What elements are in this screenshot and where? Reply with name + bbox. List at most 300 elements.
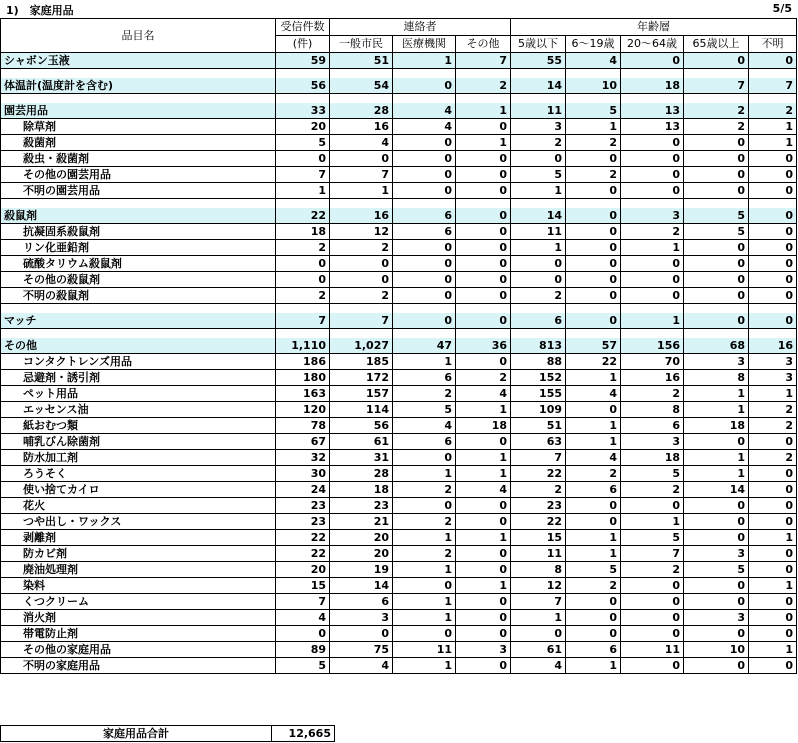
value-cell: 0 [684, 578, 749, 594]
spacer-cell [566, 94, 621, 104]
category-row [1, 338, 797, 354]
col-medical-header: 医療機関 [393, 36, 456, 53]
item-name-cell: 花火 [1, 498, 276, 514]
value-cell: 2 [566, 135, 621, 151]
value-cell: 3 [749, 354, 797, 370]
value-cell: 0 [456, 658, 511, 674]
spacer-cell [566, 329, 621, 339]
value-cell: 5 [566, 562, 621, 578]
value-cell: 1 [566, 370, 621, 386]
value-cell: 0 [566, 514, 621, 530]
value-cell: 0 [393, 151, 456, 167]
value-cell: 1 [749, 642, 797, 658]
page-number: 5/5 [772, 2, 792, 15]
value-cell: 12 [330, 224, 393, 240]
spacer-cell [511, 199, 566, 209]
spacer-cell [456, 199, 511, 209]
spacer-row [1, 69, 797, 79]
value-cell: 4 [511, 658, 566, 674]
value-cell: 1 [511, 610, 566, 626]
value-cell: 4 [566, 53, 621, 69]
value-cell: 18 [456, 418, 511, 434]
value-cell: 0 [456, 514, 511, 530]
value-cell: 0 [456, 119, 511, 135]
value-cell: 5 [276, 658, 330, 674]
value-cell: 0 [566, 313, 621, 329]
value-cell: 0 [749, 288, 797, 304]
value-cell: 109 [511, 402, 566, 418]
value-cell: 4 [566, 450, 621, 466]
item-name-cell: その他 [1, 338, 276, 354]
value-cell: 75 [330, 642, 393, 658]
spacer-cell [621, 94, 684, 104]
value-cell: 186 [276, 354, 330, 370]
value-cell: 61 [511, 642, 566, 658]
total-value: 12,665 [272, 726, 335, 742]
value-cell: 6 [393, 434, 456, 450]
value-cell: 7 [276, 594, 330, 610]
value-cell: 7 [621, 546, 684, 562]
value-cell: 7 [749, 78, 797, 94]
total-row [1, 726, 335, 742]
total-table [0, 725, 335, 742]
value-cell: 7 [684, 78, 749, 94]
header-row-1 [1, 19, 797, 36]
item-name-cell: 帯電防止剤 [1, 626, 276, 642]
subcategory-row [1, 546, 797, 562]
value-cell: 5 [684, 224, 749, 240]
value-cell: 18 [621, 78, 684, 94]
value-cell: 0 [684, 256, 749, 272]
value-cell: 57 [566, 338, 621, 354]
value-cell: 2 [456, 370, 511, 386]
value-cell: 0 [456, 208, 511, 224]
value-cell: 0 [566, 498, 621, 514]
subcategory-row [1, 119, 797, 135]
value-cell: 0 [749, 562, 797, 578]
value-cell: 157 [330, 386, 393, 402]
value-cell: 6 [393, 224, 456, 240]
value-cell: 2 [393, 514, 456, 530]
item-name-cell: つや出し・ワックス [1, 514, 276, 530]
value-cell: 12 [511, 578, 566, 594]
value-cell: 0 [456, 562, 511, 578]
subcategory-row [1, 530, 797, 546]
value-cell: 0 [456, 626, 511, 642]
spacer-cell [749, 199, 797, 209]
value-cell: 0 [393, 313, 456, 329]
subcategory-row [1, 482, 797, 498]
subcategory-row [1, 626, 797, 642]
spacer-cell [393, 304, 456, 314]
item-name-cell: 不明の家庭用品 [1, 658, 276, 674]
value-cell: 0 [276, 151, 330, 167]
value-cell: 0 [456, 313, 511, 329]
value-cell: 23 [276, 514, 330, 530]
subcategory-row [1, 642, 797, 658]
spacer-cell [566, 304, 621, 314]
value-cell: 1 [456, 402, 511, 418]
value-cell: 1 [393, 530, 456, 546]
value-cell: 0 [276, 272, 330, 288]
value-cell: 0 [393, 240, 456, 256]
value-cell: 4 [456, 482, 511, 498]
value-cell: 22 [276, 546, 330, 562]
value-cell: 14 [684, 482, 749, 498]
value-cell: 6 [393, 370, 456, 386]
subcategory-row [1, 224, 797, 240]
value-cell: 6 [330, 594, 393, 610]
value-cell: 0 [330, 151, 393, 167]
value-cell: 3 [684, 354, 749, 370]
value-cell: 0 [621, 658, 684, 674]
value-cell: 0 [749, 546, 797, 562]
value-cell: 3 [330, 610, 393, 626]
value-cell: 1 [393, 562, 456, 578]
item-name-cell: 防水加工剤 [1, 450, 276, 466]
value-cell: 0 [456, 151, 511, 167]
value-cell: 0 [749, 658, 797, 674]
spacer-cell [276, 69, 330, 79]
spacer-cell [330, 69, 393, 79]
spacer-row [1, 304, 797, 314]
value-cell: 21 [330, 514, 393, 530]
value-cell: 0 [330, 272, 393, 288]
value-cell: 5 [276, 135, 330, 151]
value-cell: 0 [684, 530, 749, 546]
value-cell: 4 [330, 658, 393, 674]
value-cell: 78 [276, 418, 330, 434]
subcategory-row [1, 498, 797, 514]
value-cell: 1 [330, 183, 393, 199]
value-cell: 0 [749, 610, 797, 626]
value-cell: 18 [330, 482, 393, 498]
value-cell: 172 [330, 370, 393, 386]
value-cell: 59 [276, 53, 330, 69]
value-cell: 0 [393, 78, 456, 94]
value-cell: 1 [684, 402, 749, 418]
item-name-cell: 染料 [1, 578, 276, 594]
value-cell: 23 [330, 498, 393, 514]
value-cell: 1 [749, 119, 797, 135]
value-cell: 0 [566, 256, 621, 272]
value-cell: 16 [330, 119, 393, 135]
value-cell: 0 [511, 626, 566, 642]
item-name-cell: 紙おむつ類 [1, 418, 276, 434]
subcategory-row [1, 450, 797, 466]
value-cell: 0 [456, 610, 511, 626]
value-cell: 7 [330, 313, 393, 329]
value-cell: 3 [511, 119, 566, 135]
value-cell: 120 [276, 402, 330, 418]
value-cell: 51 [330, 53, 393, 69]
item-name-cell: 使い捨てカイロ [1, 482, 276, 498]
value-cell: 23 [276, 498, 330, 514]
value-cell: 22 [276, 530, 330, 546]
subcategory-row [1, 167, 797, 183]
category-row [1, 78, 797, 94]
value-cell: 0 [621, 151, 684, 167]
value-cell: 33 [276, 103, 330, 119]
subcategory-row [1, 514, 797, 530]
item-name-cell: ペット用品 [1, 386, 276, 402]
value-cell: 0 [621, 135, 684, 151]
value-cell: 0 [621, 256, 684, 272]
value-cell: 1 [456, 530, 511, 546]
value-cell: 14 [511, 208, 566, 224]
item-name-cell: 除草剤 [1, 119, 276, 135]
subcategory-row [1, 578, 797, 594]
value-cell: 0 [511, 272, 566, 288]
col-age-group-header: 年齢層 [511, 19, 797, 36]
value-cell: 6 [511, 313, 566, 329]
value-cell: 11 [511, 224, 566, 240]
item-name-cell: シャボン玉液 [1, 53, 276, 69]
spacer-cell [330, 329, 393, 339]
value-cell: 6 [621, 418, 684, 434]
value-cell: 2 [511, 482, 566, 498]
value-cell: 0 [456, 183, 511, 199]
value-cell: 0 [621, 610, 684, 626]
value-cell: 0 [566, 208, 621, 224]
subcategory-row [1, 594, 797, 610]
col-age-0-5-header: 5歳以下 [511, 36, 566, 53]
value-cell: 1 [749, 578, 797, 594]
value-cell: 5 [621, 466, 684, 482]
subcategory-row [1, 183, 797, 199]
value-cell: 0 [749, 240, 797, 256]
value-cell: 1,110 [276, 338, 330, 354]
spacer-cell [749, 304, 797, 314]
value-cell: 155 [511, 386, 566, 402]
value-cell: 0 [566, 183, 621, 199]
subcategory-row [1, 466, 797, 482]
spacer-cell [566, 199, 621, 209]
value-cell: 0 [393, 256, 456, 272]
item-name-cell: 廃油処理剤 [1, 562, 276, 578]
value-cell: 0 [684, 135, 749, 151]
value-cell: 0 [621, 288, 684, 304]
spacer-cell [330, 199, 393, 209]
value-cell: 8 [684, 370, 749, 386]
value-cell: 0 [393, 167, 456, 183]
value-cell: 7 [276, 167, 330, 183]
value-cell: 15 [276, 578, 330, 594]
item-name-cell: 防カビ剤 [1, 546, 276, 562]
col-age-65-header: 65歳以上 [684, 36, 749, 53]
value-cell: 0 [749, 224, 797, 240]
value-cell: 1 [456, 450, 511, 466]
spacer-cell [566, 69, 621, 79]
value-cell: 0 [276, 626, 330, 642]
value-cell: 0 [566, 240, 621, 256]
value-cell: 0 [621, 53, 684, 69]
value-cell: 28 [330, 466, 393, 482]
value-cell: 0 [393, 288, 456, 304]
value-cell: 89 [276, 642, 330, 658]
value-cell: 2 [566, 578, 621, 594]
subcategory-row [1, 386, 797, 402]
value-cell: 2 [456, 78, 511, 94]
value-cell: 1 [684, 386, 749, 402]
value-cell: 0 [749, 167, 797, 183]
value-cell: 16 [330, 208, 393, 224]
value-cell: 0 [684, 498, 749, 514]
value-cell: 0 [566, 626, 621, 642]
spacer-cell [684, 329, 749, 339]
value-cell: 14 [511, 78, 566, 94]
value-cell: 1 [566, 530, 621, 546]
value-cell: 20 [330, 530, 393, 546]
item-name-cell: 抗凝固系殺鼠剤 [1, 224, 276, 240]
value-cell: 1,027 [330, 338, 393, 354]
value-cell: 0 [393, 450, 456, 466]
value-cell: 20 [276, 562, 330, 578]
value-cell: 0 [393, 578, 456, 594]
value-cell: 6 [393, 208, 456, 224]
value-cell: 1 [566, 119, 621, 135]
value-cell: 0 [566, 224, 621, 240]
item-name-cell: ろうそく [1, 466, 276, 482]
spacer-cell [456, 69, 511, 79]
value-cell: 2 [621, 224, 684, 240]
value-cell: 1 [393, 53, 456, 69]
value-cell: 0 [393, 135, 456, 151]
value-cell: 2 [276, 240, 330, 256]
value-cell: 13 [621, 103, 684, 119]
value-cell: 0 [456, 354, 511, 370]
subcategory-row [1, 135, 797, 151]
value-cell: 4 [393, 103, 456, 119]
value-cell: 0 [456, 167, 511, 183]
value-cell: 0 [749, 256, 797, 272]
value-cell: 1 [749, 530, 797, 546]
value-cell: 56 [276, 78, 330, 94]
spacer-cell [393, 94, 456, 104]
value-cell: 88 [511, 354, 566, 370]
value-cell: 31 [330, 450, 393, 466]
value-cell: 4 [393, 418, 456, 434]
value-cell: 11 [511, 103, 566, 119]
value-cell: 1 [566, 434, 621, 450]
value-cell: 1 [393, 610, 456, 626]
value-cell: 1 [393, 658, 456, 674]
value-cell: 8 [621, 402, 684, 418]
value-cell: 0 [276, 256, 330, 272]
category-row [1, 208, 797, 224]
household-products-table [0, 18, 797, 674]
value-cell: 6 [566, 482, 621, 498]
value-cell: 0 [749, 434, 797, 450]
value-cell: 1 [621, 313, 684, 329]
value-cell: 1 [511, 183, 566, 199]
spacer-cell [276, 329, 330, 339]
value-cell: 5 [621, 530, 684, 546]
spacer-cell [1, 304, 276, 314]
item-name-cell: 殺虫・殺菌剤 [1, 151, 276, 167]
spacer-cell [393, 69, 456, 79]
item-name-cell: くつクリーム [1, 594, 276, 610]
value-cell: 1 [276, 183, 330, 199]
value-cell: 0 [566, 610, 621, 626]
spacer-cell [330, 94, 393, 104]
value-cell: 3 [456, 642, 511, 658]
value-cell: 0 [393, 498, 456, 514]
value-cell: 0 [684, 183, 749, 199]
value-cell: 0 [511, 151, 566, 167]
value-cell: 2 [621, 386, 684, 402]
spacer-cell [684, 94, 749, 104]
spacer-cell [511, 304, 566, 314]
spacer-cell [749, 69, 797, 79]
value-cell: 0 [456, 240, 511, 256]
subcategory-row [1, 288, 797, 304]
spacer-cell [684, 69, 749, 79]
value-cell: 0 [684, 514, 749, 530]
value-cell: 1 [684, 450, 749, 466]
spacer-cell [393, 329, 456, 339]
value-cell: 2 [566, 167, 621, 183]
value-cell: 5 [566, 103, 621, 119]
value-cell: 7 [276, 313, 330, 329]
value-cell: 5 [684, 562, 749, 578]
value-cell: 14 [330, 578, 393, 594]
value-cell: 70 [621, 354, 684, 370]
spacer-cell [456, 329, 511, 339]
spacer-cell [684, 304, 749, 314]
spacer-cell [1, 329, 276, 339]
value-cell: 30 [276, 466, 330, 482]
value-cell: 0 [684, 151, 749, 167]
value-cell: 0 [621, 594, 684, 610]
subcategory-row [1, 610, 797, 626]
item-name-cell: マッチ [1, 313, 276, 329]
value-cell: 1 [393, 466, 456, 482]
value-cell: 180 [276, 370, 330, 386]
subcategory-row [1, 272, 797, 288]
value-cell: 15 [511, 530, 566, 546]
value-cell: 0 [511, 256, 566, 272]
value-cell: 0 [456, 594, 511, 610]
item-name-cell: 哺乳びん除菌剤 [1, 434, 276, 450]
value-cell: 4 [393, 119, 456, 135]
value-cell: 3 [621, 208, 684, 224]
value-cell: 7 [511, 450, 566, 466]
value-cell: 5 [511, 167, 566, 183]
value-cell: 0 [393, 183, 456, 199]
value-cell: 18 [621, 450, 684, 466]
value-cell: 11 [621, 642, 684, 658]
value-cell: 56 [330, 418, 393, 434]
spacer-cell [276, 304, 330, 314]
value-cell: 51 [511, 418, 566, 434]
category-row [1, 313, 797, 329]
subcategory-row [1, 562, 797, 578]
item-name-cell: 剥離剤 [1, 530, 276, 546]
spacer-cell [1, 94, 276, 104]
value-cell: 2 [684, 119, 749, 135]
value-cell: 0 [749, 514, 797, 530]
value-cell: 20 [330, 546, 393, 562]
value-cell: 4 [276, 610, 330, 626]
item-name-cell: 体温計(温度計を含む) [1, 78, 276, 94]
value-cell: 11 [511, 546, 566, 562]
value-cell: 0 [330, 256, 393, 272]
value-cell: 4 [566, 386, 621, 402]
total-label: 家庭用品合計 [1, 726, 272, 742]
col-other-header: その他 [456, 36, 511, 53]
value-cell: 22 [276, 208, 330, 224]
